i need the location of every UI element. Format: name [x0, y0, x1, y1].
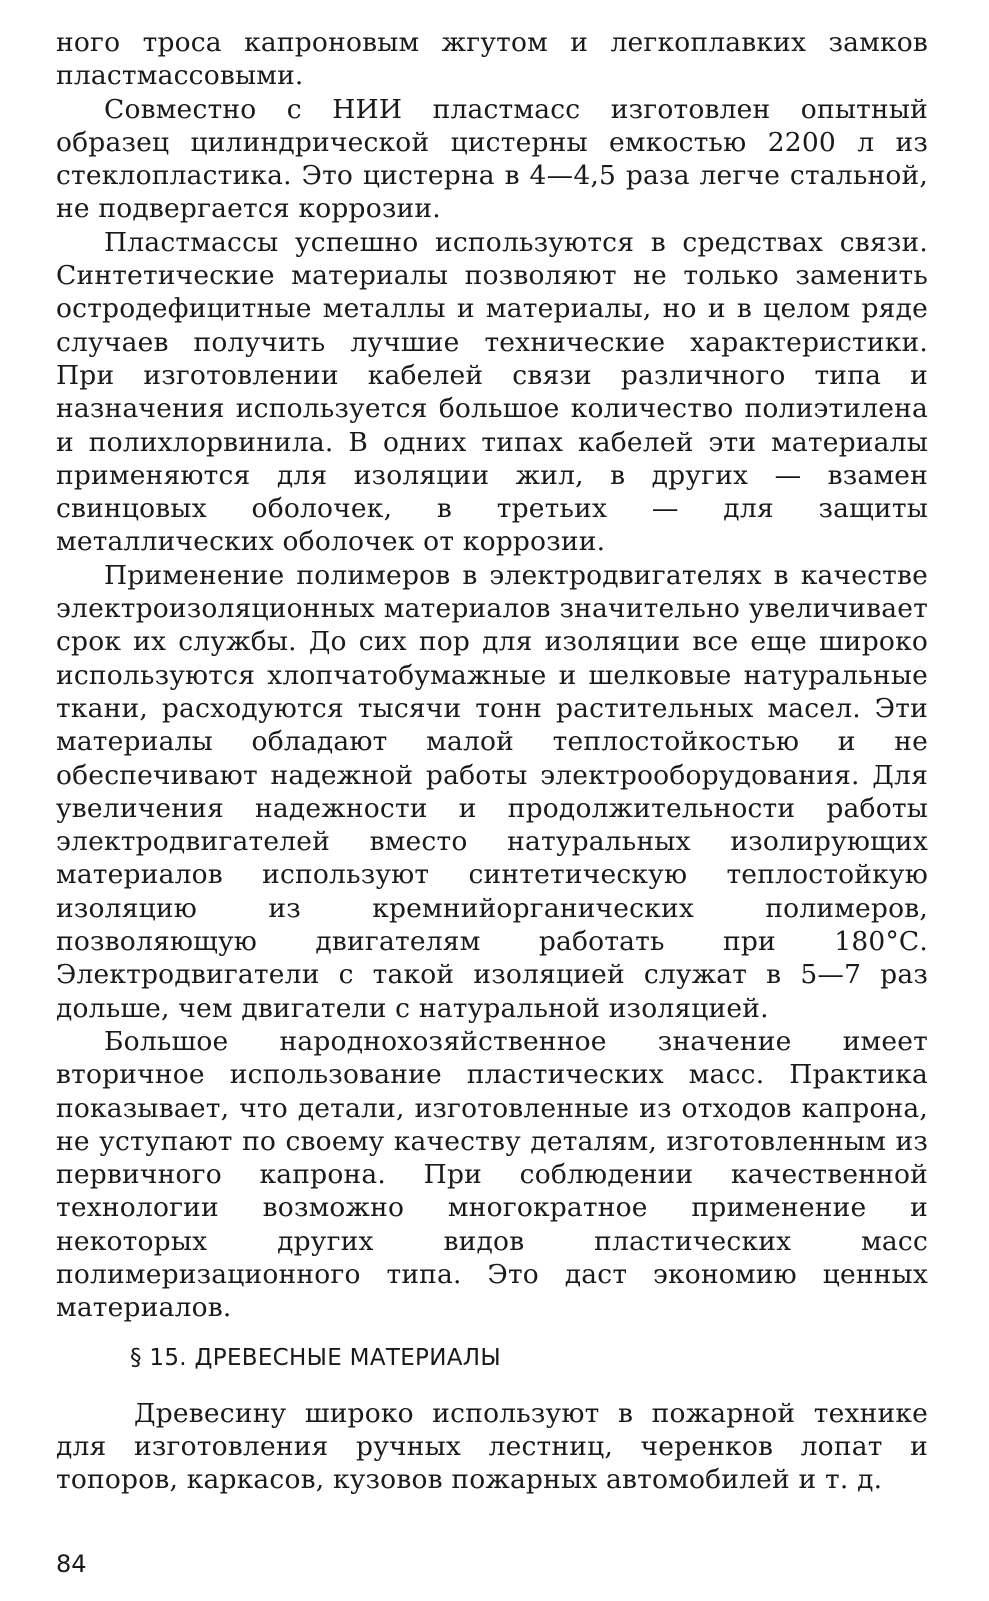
page-content: [56, 26, 928, 1496]
paragraph-communication-cables: Пластмассы успешно используются в средствах связи. Синтетические материалы позволяют не только заменить остродефицитные металлы и материалы, но и в целом ряде случаев получить лучшие технические характеристики. При изготовлении кабелей связи различного типа и назначения используется большое количество полиэтилена и полихлорвинила. В одних типах кабелей эти материалы применяются для изоляции жил, в других — взамен свинцовых оболочек, в третьих — для защиты металлических оболочек от коррозии.: [56, 226, 928, 558]
paragraph-electric-motors: Применение полимеров в электродвигателях в качестве электроизоляционных материалов значительно увеличивает срок их службы. До сих пор для изоляции все еще широко используются хлопчатобумажные и шелковые натуральные ткани, расходуются тысячи тонн растительных масел. Эти материалы обладают малой теплостойкостью и не обеспечивают надежной работы электрооборудования. Для увеличения надежности и продолжительности работы электродвигателей вместо натуральных изолирующих материалов используют синтетическую теплостойкую изоляцию из кремнийорганических полимеров, позволяющую двигателям работать при 180°С. Электродвигатели с такой изоляцией служат в 5—7 раз дольше, чем двигатели с натуральной изоляцией.: [56, 559, 928, 1024]
section-heading: § 15. ДРЕВЕСНЫЕ МАТЕРИАЛЫ: [130, 1344, 501, 1371]
page-number: 84: [56, 1550, 87, 1578]
paragraph-wood-materials: Древесину широко используют в пожарной технике для изготовления ручных лестниц, черенков лопат и топоров, каркасов, кузовов пожарных автомобилей и т. д.: [56, 1397, 928, 1496]
paragraph-continuation: ного троса капроновым жгутом и легкоплавких замков пластмассовыми.: [56, 27, 928, 92]
paragraph-plastic-recycling: Большое народнохозяйственное значение имеет вторичное использование пластических масс. Практика показывает, что детали, изготовленные из отходов капрона, не уступают по своему качеству деталям, изготовленным из первичного капрона. При соблюдении качественной технологии возможно многократное применение и некоторых других видов пластических масс полимеризационного типа. Это даст экономию ценных материалов.: [56, 1025, 928, 1324]
paragraph-fiberglass-tank: Совместно с НИИ пластмасс изготовлен опытный образец цилиндрической цистерны емкостью 2200 л из стеклопластика. Это цистерна в 4—4,5 раза легче стальной, не подвергается коррозии.: [56, 93, 928, 225]
